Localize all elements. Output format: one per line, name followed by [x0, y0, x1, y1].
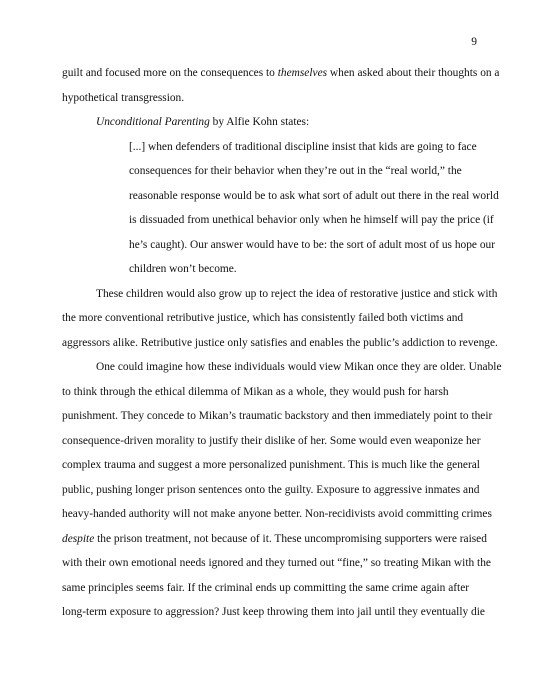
- page-number: 9: [471, 36, 477, 48]
- italic-text: themselves: [277, 67, 328, 79]
- text-run: he’s caught). Our answer would have to be: the sort of adult most of us hope our: [129, 239, 496, 251]
- text-run: complex trauma and suggest a more personalized punishment. This is much like the general: [62, 459, 480, 471]
- body-line: [62, 336, 498, 350]
- body-line: [62, 458, 480, 472]
- text-run: guilt and focused more on the consequences to: [62, 67, 278, 79]
- block-quote-line: [129, 189, 499, 203]
- block-quote-line: [129, 164, 462, 178]
- text-run: long-term exposure to aggression? Just keep throwing them into jail until they eventually die: [62, 606, 485, 618]
- text-run: consequences for their behavior when they’re out in the “real world,” the: [129, 165, 462, 177]
- text-run: One could imagine how these individuals would view Mikan once they are older. Unable: [96, 361, 502, 373]
- body-line: [62, 311, 463, 325]
- italic-text: despite: [62, 533, 95, 545]
- italic-text: Unconditional Parenting: [96, 116, 210, 128]
- text-run: consequence-driven morality to justify their dislike of her. Some would even weaponize her: [62, 435, 481, 447]
- text-run: is dissuaded from unethical behavior only when he himself will pay the price (if: [129, 214, 494, 226]
- block-quote-line: [129, 238, 495, 252]
- text-run: children won’t become.: [129, 263, 237, 275]
- text-run: aggressors alike. Retributive justice only satisfies and enables the public’s addiction to revenge.: [62, 337, 498, 349]
- body-line: [62, 605, 485, 619]
- block-quote-line: [129, 262, 237, 276]
- body-line: [62, 409, 492, 423]
- text-run: when asked about their thoughts on a: [327, 67, 500, 79]
- body-line: [62, 385, 449, 399]
- text-run: by Alfie Kohn states:: [209, 116, 310, 128]
- text-run: public, pushing longer prison sentences onto the guilty. Exposure to aggressive inmates and: [62, 484, 480, 496]
- body-line: [62, 532, 487, 546]
- text-run: the more conventional retributive justice, which has consistently failed both victims and: [62, 312, 464, 324]
- body-line: [62, 66, 499, 80]
- text-run: to think through the ethical dilemma of Mikan as a whole, they would push for harsh: [62, 386, 449, 398]
- body-line: [62, 91, 184, 105]
- text-run: hypothetical transgression.: [62, 92, 185, 104]
- text-run: same principles seems fair. If the criminal ends up committing the same crime again after: [62, 582, 470, 594]
- body-line: [62, 507, 492, 521]
- body-line: [62, 581, 469, 595]
- body-line: [62, 483, 479, 497]
- text-run: with their own emotional needs ignored and they turned out “fine,” so treating Mikan with the: [62, 557, 491, 569]
- text-run: the prison treatment, not because of it. These uncompromising supporters were raised: [94, 533, 487, 545]
- body-line: [62, 434, 480, 448]
- body-line: [96, 360, 502, 374]
- text-run: reasonable response would be to ask what sort of adult out there in the real world: [129, 190, 499, 202]
- text-run: [...] when defenders of traditional discipline insist that kids are going to face: [129, 141, 477, 153]
- body-line: [96, 287, 497, 301]
- block-quote-line: [129, 213, 494, 227]
- block-quote-line: [129, 140, 477, 154]
- text-run: These children would also grow up to reject the idea of restorative justice and stick with: [96, 288, 498, 300]
- text-run: punishment. They concede to Mikan’s traumatic backstory and then immediately point to their: [62, 410, 493, 422]
- text-run: heavy-handed authority will not make anyone better. Non-recidivists avoid committing crimes: [62, 508, 492, 520]
- body-line: [62, 556, 491, 570]
- body-line: [96, 115, 309, 129]
